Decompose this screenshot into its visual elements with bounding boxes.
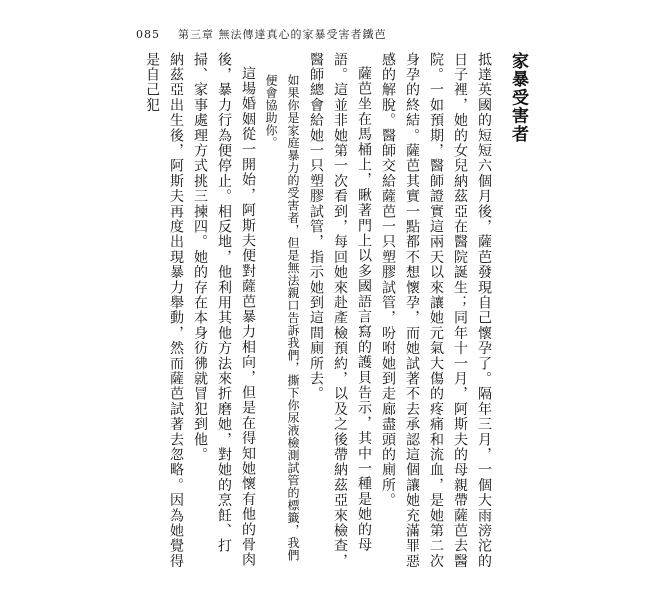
running-header <box>136 26 387 42</box>
chapter-title: 第三章 無法傳達真心的家暴受害者鐵芭 <box>178 28 387 41</box>
quoted-notice: 如果你是家庭暴力的受害者，但是無法親口告訴我們，撕下你尿液檢測試管的標籤，我們便會協助你。 <box>264 74 300 562</box>
section-title: 家暴受害者 <box>508 52 528 143</box>
paragraph-2: 薩芭坐在馬桶上，瞅著門上以多國語言寫的護貝告示，其中一種是她的母語。這並非她第一次看到，每回她來赴產檢預約，以及之後帶納茲亞來檢查，醫師總會給她一只塑膠試管，指示她到這間廁所去。 <box>308 52 372 569</box>
page-number: 085 <box>136 28 160 41</box>
paragraph-1: 抵達英國的短短六個月後，薩芭發現自己懷孕了。隔年三月，一個大雨滂沱的日子裡，她的女兒納茲亞在醫院誕生；同年十一月，阿斯夫的母親帶薩芭去醫院。一如預期，醫師證實這兩天以來讓她元氣大傷的疼痛和流血，是她第二次身孕的終結。薩芭其實一點都不想懷孕，而她試著不去承認這個讓她充滿罪惡感的解脫。醫師交給薩芭一只塑膠試管，吩咐她到走廊盡頭的廁所。 <box>380 52 492 569</box>
paragraph-3: 這場婚姻從一開始，阿斯夫便對薩芭暴力相向，但是在得知她懷有他的骨肉後，暴力行為便停止。相反地，他利用其他方法來折磨她，對她的烹飪、打掃、家事處理方式挑三揀四。她的存在本身彷彿就冒犯到他。 <box>192 52 256 568</box>
paragraph-4: 納茲亞出生後，阿斯夫再度出現暴力舉動，然而薩芭試著去忽略。因為她覺得是自己犯 <box>144 52 184 569</box>
vertical-text-body <box>144 52 530 572</box>
